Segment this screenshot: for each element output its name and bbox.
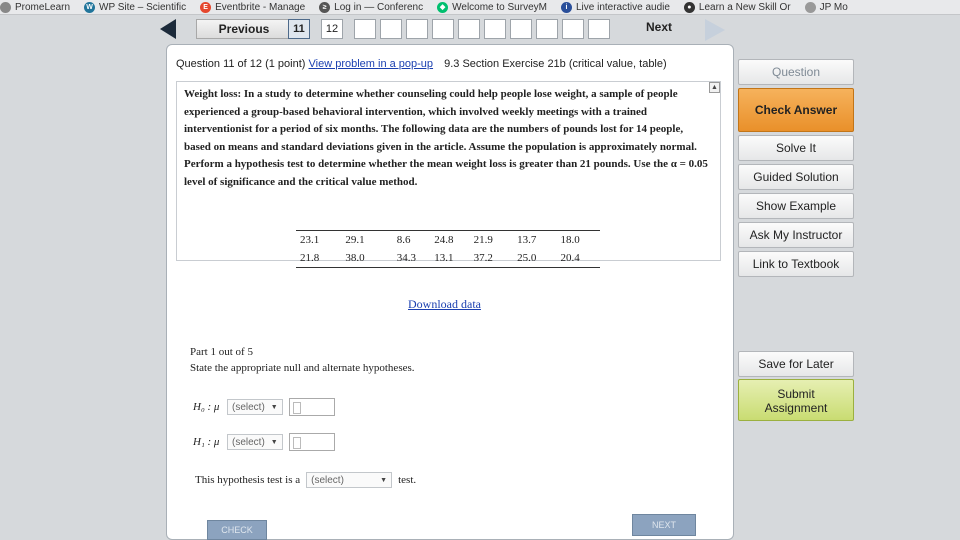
bookmark-item[interactable] [319, 2, 423, 13]
section-label: 9.3 Section Exercise 21b (critical value, table) [444, 58, 667, 70]
table-cell: 18.0 [560, 234, 580, 246]
test-prefix: This hypothesis test is a [195, 474, 301, 486]
submit-assignment-button[interactable] [738, 379, 854, 421]
part-instruction: State the appropriate null and alternate hypotheses. [190, 362, 415, 374]
h1-operator-select[interactable] [227, 434, 283, 450]
bookmark-item[interactable] [200, 2, 305, 13]
solve-it-button[interactable]: Solve It [738, 135, 854, 161]
table-cell: 13.7 [517, 234, 537, 246]
question-header [176, 58, 667, 70]
bookmark-icon [0, 2, 11, 13]
question-number-11[interactable]: 11 [288, 19, 310, 39]
table-cell: 38.0 [345, 252, 365, 264]
bookmark-label: Eventbrite - Manage [215, 1, 306, 13]
question-panel [166, 44, 734, 540]
download-data-link[interactable]: Download data [408, 297, 481, 311]
question-text: Weight loss: In a study to determine whether counseling could help people lose weight, a sample of people experienced a group-based behavioral intervention, which involved weekly meetings with a trained interventionist for a period of six months. The following data are the numbers of pounds lost for 14 people, based on means and standard deviations given in the article. Assume the population is approximately normal. Perform a hypothesis test to determine whether the mean weight loss is greater than 21 pounds. Use the α = 0.05 level of significance and the critical value method. [184, 88, 708, 188]
previous-arrow-icon[interactable] [160, 19, 176, 39]
wordpress-icon: W [84, 2, 95, 13]
page-icon [805, 2, 816, 13]
learn-icon: ● [684, 2, 695, 13]
show-example-button[interactable]: Show Example [738, 193, 854, 219]
data-table [296, 230, 600, 268]
submit-label-line2: Assignment [764, 401, 828, 415]
test-suffix: test. [398, 474, 417, 486]
question-slot [562, 19, 584, 39]
live-audience-icon: i [561, 2, 572, 13]
question-navigation [150, 17, 735, 41]
table-cell: 21.9 [473, 234, 493, 246]
link-textbook-button[interactable]: Link to Textbook [738, 251, 854, 277]
question-slot [354, 19, 376, 39]
bookmark-label: Welcome to SurveyM [452, 1, 547, 13]
question-counter: Question 11 of 12 (1 point) [176, 58, 306, 70]
dropdown-arrow-icon: ▼ [270, 438, 278, 446]
save-for-later-button[interactable]: Save for Later [738, 351, 854, 377]
bookmarks-bar [0, 0, 960, 15]
bookmark-label: Log in — Conferenc [334, 1, 424, 13]
next-arrow-icon[interactable] [705, 19, 725, 41]
table-cell: 24.8 [434, 234, 454, 246]
h1-value-input[interactable] [289, 433, 335, 451]
bookmark-item[interactable] [561, 2, 670, 13]
question-slot [484, 19, 506, 39]
ask-instructor-button[interactable]: Ask My Instructor [738, 222, 854, 248]
table-row [296, 249, 600, 267]
check-button[interactable]: CHECK [207, 520, 267, 540]
bookmark-item[interactable] [684, 2, 791, 13]
bookmark-label: Live interactive audie [575, 1, 670, 13]
question-slot [536, 19, 558, 39]
guided-solution-button[interactable]: Guided Solution [738, 164, 854, 190]
h0-symbol: H₀ : μ [193, 401, 220, 413]
table-cell: 29.1 [345, 234, 365, 246]
popup-link[interactable]: View problem in a pop-up [308, 58, 434, 70]
table-cell: 25.0 [517, 252, 537, 264]
eventbrite-icon: E [200, 2, 211, 13]
h0-value-input[interactable] [289, 398, 335, 416]
bookmark-item[interactable] [84, 2, 186, 13]
dropdown-arrow-icon: ▼ [270, 403, 278, 411]
test-type-select[interactable] [306, 472, 392, 488]
table-cell: 13.1 [434, 252, 454, 264]
surveymonkey-icon: ◆ [437, 2, 448, 13]
question-slot [406, 19, 428, 39]
next-part-button[interactable]: NEXT [632, 514, 696, 536]
question-button[interactable]: Question [738, 59, 854, 85]
select-placeholder: (select) [232, 401, 265, 413]
question-slot [432, 19, 454, 39]
bookmark-label: WP Site – Scientific [99, 1, 187, 13]
part-label: Part 1 out of 5 [190, 346, 253, 358]
table-cell: 8.6 [396, 234, 411, 246]
next-button[interactable]: Next [645, 20, 672, 34]
question-number-12[interactable]: 12 [321, 19, 343, 39]
h0-operator-select[interactable] [227, 399, 283, 415]
table-cell: 23.1 [300, 234, 320, 246]
question-slot [510, 19, 532, 39]
previous-button[interactable]: Previous [196, 19, 292, 39]
test-type-row [195, 472, 416, 488]
dropdown-arrow-icon: ▼ [380, 476, 388, 484]
bookmark-label: JP Mo [819, 1, 848, 13]
table-cell: 20.4 [560, 252, 580, 264]
check-answer-button[interactable]: Check Answer [738, 88, 854, 132]
h1-symbol: H₁ : μ [193, 436, 220, 448]
bookmark-label: Learn a New Skill Or [698, 1, 791, 13]
select-placeholder: (select) [311, 474, 344, 486]
select-placeholder: (select) [232, 436, 265, 448]
null-hypothesis-row [193, 398, 335, 416]
table-cell: 21.8 [300, 252, 320, 264]
question-slot [380, 19, 402, 39]
submit-label: Submit [777, 387, 815, 401]
bookmark-item[interactable] [437, 2, 547, 13]
table-cell: 34.3 [396, 252, 416, 264]
conference-icon: ≥ [319, 2, 330, 13]
question-slot [588, 19, 610, 39]
table-cell: 37.2 [473, 252, 493, 264]
bookmark-label: PromeLearn [15, 1, 71, 13]
alternate-hypothesis-row [193, 433, 335, 451]
scroll-up-icon[interactable]: ▲ [709, 82, 720, 93]
bookmark-item[interactable] [0, 2, 70, 13]
question-slot [458, 19, 480, 39]
table-row [296, 231, 600, 249]
bookmark-item[interactable] [805, 2, 848, 13]
